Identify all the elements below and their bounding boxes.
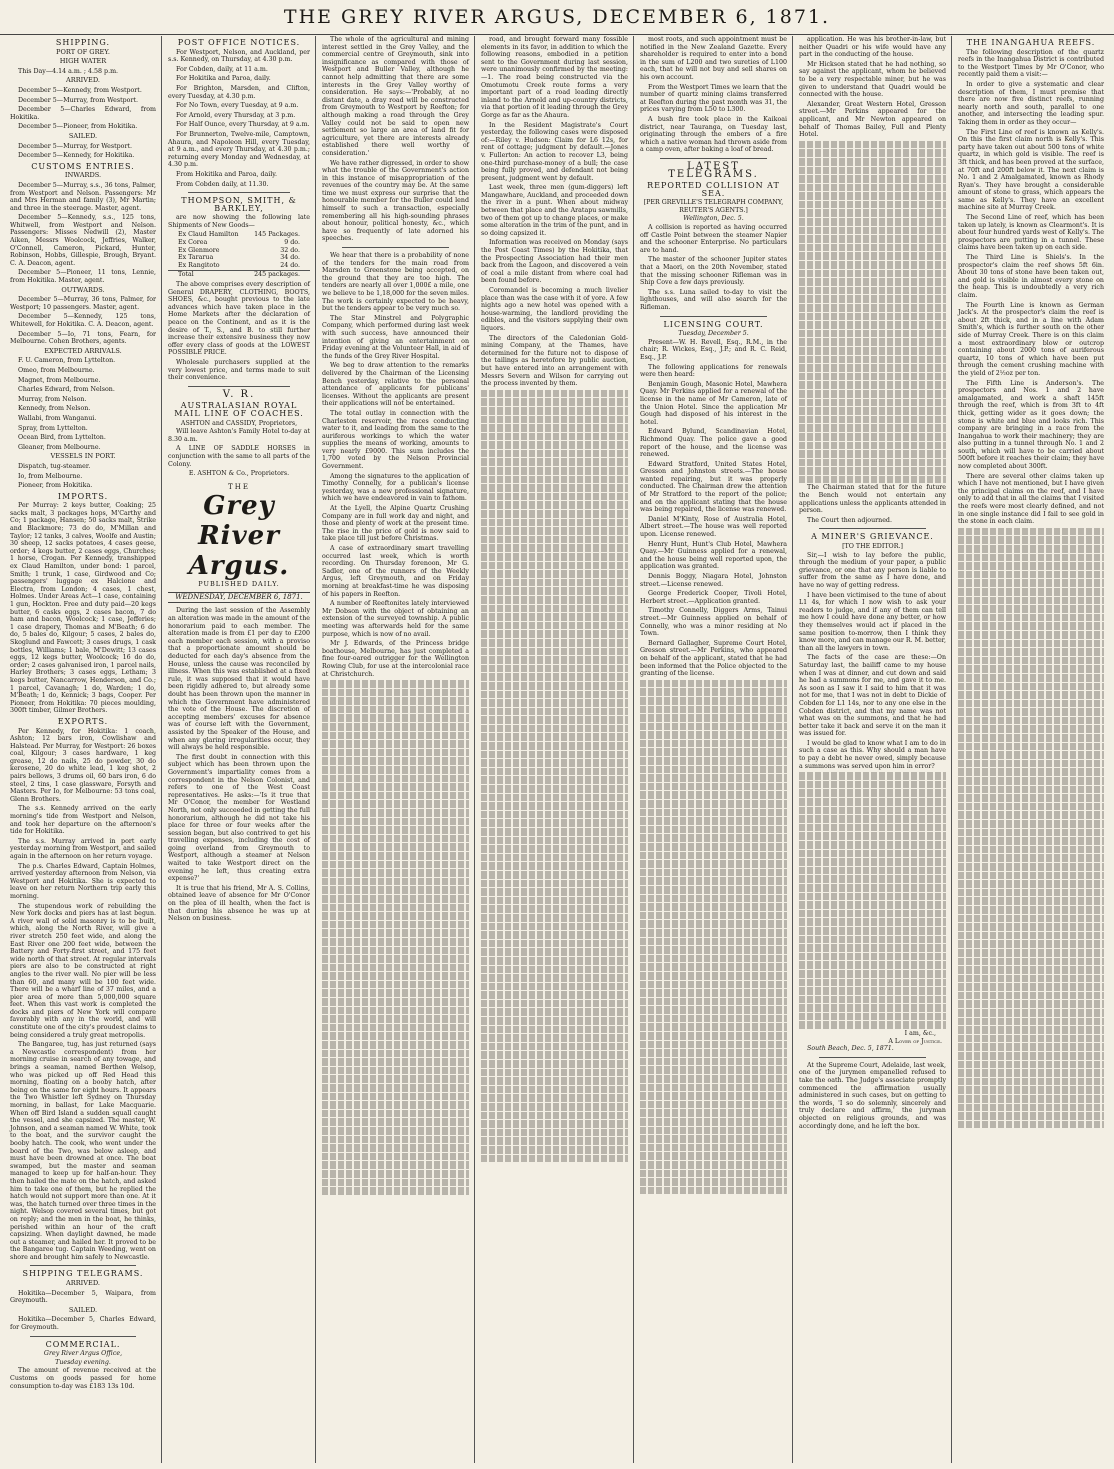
collision-heading: REPORTED COLLISION AT SEA.	[647, 181, 780, 198]
arrived-item: December 5—Murray, from Westport.	[18, 96, 138, 104]
in-port-item: Io, from Melbourne.	[18, 472, 83, 480]
shipment-name: Ex Corea	[178, 239, 208, 247]
editorial-paragraph: During the last session of the Assembly an alteration was made in the amount of the honorarium paid to each member. The alteration made is from £1 per day to £200 each member each session, with a proviso that a proportionate amount should be deducted for each day's absence from the House, unless the cause was reconciled by illness. When this was established at a fixed rule, it was supposed that it would have been rigidly adhered to, but already some doubt has been thrown upon the manner in which the Government have administered the vote of the House. The discretion of accepting members' excuses for absence was of course left with the Government, assisted by the Speaker of the House, and when any glaring irregularities occur, they will always be held responsible.	[168, 607, 310, 752]
licensing-item: Henry Hunt, Hunt's Club Hotel, Mawhera Quay.—Mr Guinness applied for a renewal, and the house being well reported upon, the application was granted.	[640, 540, 787, 571]
news-item: A case of extraordinary smart travelling occurred last week, which is worth recording. On Thursday forenoon, Mr G. Sadler, one of the runners of the Weekly Argus, left Greymouth, and on Friday morning at breakfast-time he was disposing of his papers in Reefton.	[322, 545, 469, 598]
telegram-item: The s.s. Luna sailed to-day to visit the lighthouses, and will also search for the Rifleman.	[640, 288, 787, 311]
divider	[660, 158, 767, 159]
text-filler	[322, 680, 469, 1195]
news-item: The p.s. Charles Edward, Captain Holmes, arrived yesterday afternoon from Nelson, via Westport and Hokitika. She is expected to leave on her return Northern trip early this morning.	[10, 862, 156, 900]
expected-item: Gleaner, from Melbourne.	[18, 443, 101, 451]
inangahua-paragraph: The Second Line of reef, which has been taken up lately, is known as Clearmont's. It is about four hundred yards west of Kelly's. The prospectors are putting in a tunnel. These claims have been taken up on each side.	[958, 214, 1104, 252]
text-filler	[799, 772, 946, 1029]
shipment-row	[168, 231, 310, 239]
text-filler	[958, 528, 1104, 1129]
column-rule	[161, 36, 162, 1463]
news-item: Information was received on Monday (says the Post Coast Times) by the Hokitika, that the Prospecting Association had their men back from the Lagoon, and discovered a vein of coal a mile distant from where coal had been found before.	[481, 239, 628, 285]
nameplate-the: THE	[228, 482, 250, 491]
grievance-paragraph: I would be glad to know what I am to do in such a case as this. Why should a man have to pay a debt he never owed, simply because a summons was served upon him in error?	[799, 739, 946, 770]
shipping-telegrams-heading: SHIPPING TELEGRAMS.	[22, 1269, 144, 1279]
grievance-heading: A MINER'S GRIEVANCE.	[811, 532, 934, 542]
grievance-signature: A Lover of Justice.	[888, 1037, 942, 1045]
expected-item: Spray, from Lyttelton.	[18, 424, 88, 432]
arrived-heading: ARRIVED.	[65, 76, 101, 85]
sailed-item: December 5—Murray, for Westport.	[18, 142, 133, 150]
commercial-office: Grey River Argus Office,	[43, 1350, 123, 1358]
column-rule	[315, 36, 316, 1463]
news-item: We hear that there is a probability of none of the tenders for the main road from Marsden to Greenstone being accepted, on the ground that they are too high. The tenders are nearly all over 1,000£ a mile, one we believe to be 1,18,000 for the seven miles. The work is certainly expected to be heavy, but the tenders appear to be very much so.	[322, 252, 469, 313]
licensing-item: Edward Stratford, United States Hotel, Gresson and Johnston streets.—The house wanted repairing, but it was properly conducted. The Chairman drew the attention of Mr Stratford to the report of the police; and on the applicant stating that the house was being repaired, the license was renewed.	[640, 460, 787, 514]
telegram-arrived-text: Hokitika—December 5, Waipara, from Greymouth.	[10, 1289, 156, 1305]
outwards-item: December 5—Kennedy, 125 tons, Whitewell, for Hokitika. C. A. Deacon, agent.	[10, 313, 156, 328]
licensing-item: Bernard Gallagher, Supreme Court Hotel, Gresson street.—Mr Perkins, who appeared on behalf of the applicant, stated that he had been informed that the Police objected to the granting of the license.	[640, 639, 787, 678]
column-5	[636, 36, 791, 1463]
nameplate-published: PUBLISHED DAILY.	[198, 580, 280, 589]
shipment-count: 145 Packages.	[254, 231, 300, 239]
imports-text: Per Murray: 2 keys butter, Coaking; 25 sacks malt, 3 packages hops, M'Carthy and Co; 1 package, Hansen; 50 sacks malt, Strike and Blackmore; 73 do do, M'Millan and Taylor; 12 tanks, 3 calves, Woolfe and Austin; 30 sheep, 12 sacks potatoes, 4 cases geese, order; 4 kegs butter, 2 cases eggs, Churches; 1 horse, Crogan. Per Kennedy, transhipped ex Claud Hamilton, under bond: 1 parcel, Smith; 1 trunk, 1 case, Girdwood and Co; passengers' luggage ex Halcione and Electra, from London; 4 cases, 1 chest, Holmes. Under Areas Act—1 case, containing 1 gun, Hockton. Free and duty paid—20 kegs butter, 6 casks eggs, 2 cases bacon, 7 do ham and bacon, Woolcock; 1 case, Jefferies; 1 case drapery, Thomas and M'Beath; 6 do do, 5 bales do, Kilgour; 5 cases, 2 bales do, Skoglund and Fawcett; 3 cases drugs, 1 cask bottles, Williams; 1 bale, M'Dewitt; 13 cases eggs, 12 kegs butter, Woolcock; 16 do do, order; 2 cases galvanised iron, 1 parcel nails, Harley Brothers; 3 cases eggs, Letham; 3 kegs butter, Nancarrow, Henderson, and Co.; 1 parcel, Cavanagh; 1 do, Warden; 1 do, M'Beath; 1 do, Kennick; 3 bags, Cooper. Per Pioneer, from Hokitika: 70 pieces moulding, 300ft timber, Gilmer Brothers.	[10, 502, 156, 715]
inangahua-paragraph: The Fifth Line is Anderson's. The prospectors and Nos. 1 and 2 have amalgamated, and work a shaft 145ft through the reef, which is from 3ft to 4ft thick, getting wider as it goes down; the stone is white and blue and looks rich. This company are bringing in a race from the Inangahua to work their machinery; they are also putting in a tunnel through No. 1 and 2 south, which will have to be carried about 500ft before it reaches their claim; they have now completed about 300ft.	[958, 379, 1104, 471]
shipment-total-row	[168, 270, 310, 279]
divider	[819, 528, 926, 529]
column-rule	[792, 36, 793, 1463]
grievance-to: [TO THE EDITOR.]	[842, 543, 903, 551]
expected-item: Ocean Bird, from Lyttelton.	[18, 434, 106, 442]
news-item: The Chairman stated that for the future the Bench would not entertain any applications unless the applicants attended in person.	[799, 484, 946, 515]
telegram-source: [PER GREVILLE'S TELEGRAPH COMPANY, REUTER'S AGENTS.]	[643, 199, 784, 214]
post-office-item: For Westport, Nelson, and Auckland, per s.s. Kennedy, on Thursday, at 4.30 p.m.	[168, 48, 310, 64]
sailed-item: December 5—Kennedy, for Hokitika.	[18, 152, 135, 160]
inangahua-heading: THE INANGAHUA REEFS.	[966, 38, 1096, 47]
grievance-paragraph: I have been victimised to the tune of about L1 4s, for which I now wish to ask your readers to judge, and if any of them can tell me how I could have done any better, or how they themselves would act if placed in the same position to-morrow, then I think they know more, and can manage our R. M. better, than all the lawyers in town.	[799, 591, 946, 652]
column-7	[954, 36, 1108, 1463]
outwards-heading: OUTWARDS.	[61, 285, 105, 294]
customs-heading: CUSTOMS ENTRIES.	[31, 161, 135, 171]
inwards-item: December 5—Murray, s.s., 36 tons, Palmer, from Westport and Nelson. Passengers: Mr and Mrs Herman and family (3), Mr Martin; and three in the steerage. Master, agent.	[10, 181, 156, 212]
news-item: most roots, and such appointment must be notified in the New Zealand Gazette. Every shareholder is required to enter into a bond in the sum of L200 and two sureties of L100 each, that he will not buy and sell shares on his own account.	[640, 36, 787, 81]
telegram-item: A collision is reported as having occurred off Castle Point between the steamer Napier and the schooner Enterprise. No particulars are to hand.	[640, 224, 787, 254]
divider	[342, 247, 449, 248]
grievance-sign: I am, &c.,	[904, 1030, 936, 1038]
news-item: The Bangaree, tug, has just returned (says a Newcastle correspondent) from her morning cruise in search of any towage, and brings a seaman, named Berthen Welsop, who was picked up off Red Head this morning, floating on a booby hatch, after being on the same for eight hours. It appears the Two Whistler left Sydney on Thursday morning, in ballast, for Lake Macquarie. When off Bird Island a sudden squall caught the vessel, and she capsized. The master, W. Johnson, and a seaman named W. White, took to the boat, and the survivor caught the booby hatch. The cook, who went under the board of the Two, was below asleep, and must have been drowned at once. The boat swamped, but the master and seaman managed to keep up for half-an-hour. They then hailed the mate on the hatch, and asked him to take one of them, but he replied the hatch would not support more than one. At it was, the hatch turned over three times in the night. Welsop covered several times, but got on reply; and the men in the boat, he thinks, perished within an hour of the craft capsizing. When daylight dawned, he made out a steamer, and hailed her. It proved to be the Bangaree tug. Captain Weeding, went on shore and brought him safely to Newcastle.	[10, 1041, 156, 1261]
telegram-place: Wellington, Dec. 5.	[683, 215, 744, 223]
inwards-item: December 5—Kennedy, s.s., 125 tons, Whitwell, from Westport and Nelson. Passengers: Misses Nedwill (2), Master Aiken, Messrs Woolcock, Jeffries, Walker, O'Connell, Cameron, Pickard, Hunter, Robinson, Hobbs, Gillespie, Brough, Bryant. C. A. Deacon, agent.	[10, 214, 156, 267]
commercial-text: The amount of revenue received at the Customs on goods passed for home consumption to-day was £183 13s 10d.	[10, 1367, 156, 1390]
news-item: A bush fire took place in the Kaikoai district, near Tauranga, on Tuesday last, originating through the embers of a fire which a native woman had thrown aside from a camp oven, after baking a loaf of bread.	[640, 115, 787, 154]
royal-mail-saddle: A LINE OF SADDLE HORSES in conjunction with the same to all parts of the Colony.	[168, 445, 310, 468]
text-filler	[481, 390, 628, 1162]
royal-mail-owners: ASHTON and CASSIDY, Proprietors,	[180, 419, 298, 427]
news-item: In the Resident Magistrate's Court yesterday, the following cases were disposed of:—Riley v. Hudson: Claim for L6 12s, for rent of cottage; judgment by default.—Jones v. Fullerton: An action to recover L3, being one-third purchase-money of a bull; the case being fully proved, and defendant not being present, judgment went by default.	[481, 121, 628, 182]
divider	[188, 386, 290, 387]
column-3	[318, 36, 473, 1463]
thompson-wholesale: Wholesale purchasers supplied at the very lowest price, and terms made to suit their convenience.	[168, 358, 310, 382]
shipment-name: Ex Tararua	[178, 254, 214, 262]
nameplate-date: WEDNESDAY, DECEMBER 6, 1871.	[168, 592, 310, 604]
divider	[660, 316, 767, 317]
editorial-paragraph: The first doubt in connection with this subject which has been thrown upon the Government's impartiality comes from a correspondent in the Nelson Colonist, and refers to one of the West Coast representatives. He asks:—'Is it true that Mr O'Conor, the member for Westland North, not only succeeded in getting the full honorarium, although he did not take his place for three or four weeks after the session began, but also contrived to get his travelling expenses, including the cost of going overland from Greymouth to Westport, although a steamer at Nelson waited to take Westport direct on the evening he left, thus creating extra expense?'	[168, 753, 310, 883]
vr-mark: V. R.	[222, 388, 256, 400]
shipment-count: 34 do.	[280, 254, 300, 262]
inwards-item: December 5—Pioneer, 11 tons, Lennie, from Hokitika. Master, agent.	[10, 269, 156, 285]
imports-heading: IMPORTS.	[57, 491, 109, 501]
expected-item: Charles Edward, from Nelson.	[18, 386, 115, 394]
arrived-item: December 5—Kennedy, from Westport.	[18, 86, 142, 94]
divider	[30, 1336, 136, 1337]
inangahua-paragraph: In order to give a systematic and clear description of them, I must premise that there are now five distinct reefs, running nearly north and south, parallel to one another, and intersecting the leading spur. Taking them in order as they occur—	[958, 80, 1104, 126]
text-filler	[799, 141, 946, 484]
exports-heading: EXPORTS.	[57, 716, 109, 726]
nameplate-title: Grey River Argus.	[188, 491, 290, 582]
telegram-sailed-heading: SAILED.	[68, 1305, 98, 1314]
expected-item: Murray, from Nelson.	[18, 395, 87, 403]
post-office-item: For Half Ounce, every Thursday, at 9 a.m.	[176, 121, 310, 129]
masthead: THE GREY RIVER ARGUS, DECEMBER 6, 1871.	[0, 0, 1114, 35]
shipping-heading: SHIPPING.	[55, 38, 111, 47]
column-1	[6, 36, 160, 1463]
shipment-row	[168, 239, 310, 247]
news-item: The total outlay in connection with the Charleston reservoir, the races conducting water to it, and leading from the same to the auriferous workings to which the water supplies the means of working, amounts to very nearly £9000. This sum includes the 1,700 voted by the Nelson Provincial Government.	[322, 409, 469, 471]
post-office-item: For No Town, every Tuesday, at 9 a.m.	[176, 102, 299, 110]
total-value: 245 packages.	[254, 271, 300, 279]
news-item: The directors of the Caledonian Gold-mining Company, at the Thames, have determined for the future not to dispose of the tailings as heretofore by public auction, but have entered into an arrangement with Messrs Severn and Wilson for carrying out the process invented by them.	[481, 334, 628, 388]
column-2	[164, 36, 314, 1463]
news-item: From the Westport Times we learn that the number of quartz mining claims transferred at Reefton during the past month was 31, the prices varying from L50 to L300.	[640, 83, 787, 114]
sailed-heading: SAILED.	[68, 131, 98, 140]
expected-item: Kennedy, from Nelson.	[18, 405, 91, 413]
expected-item: Omeo, from Melbourne.	[18, 366, 95, 374]
news-item: We beg to draw attention to the remarks delivered by the Chairman of the Licensing Bench yesterday, relative to the personal attendance of applicants for publicans' licenses. Without the applicants are present their applications will not be entertained.	[322, 362, 469, 408]
news-item: At the Lyell, the Alpine Quartz Crushing Company are in full work day and night, and those and plenty of work at the present time. The rise in the price of gold is now said to take place till just before Christmas.	[322, 505, 469, 543]
shipment-name: Ex Claud Hamilton	[178, 231, 239, 239]
post-office-item: From Hokitika and Paroa, daily.	[176, 170, 278, 178]
post-office-item: For Cobden, daily, at 11 a.m.	[176, 65, 268, 73]
nameplate	[168, 484, 310, 604]
news-item: The s.s. Murray arrived in port early yesterday morning from Westport, and sailed again in the afternoon on her return voyage.	[10, 837, 156, 860]
column-6	[795, 36, 950, 1463]
in-port-heading: VESSELS IN PORT.	[50, 452, 116, 461]
shipment-row	[168, 247, 310, 255]
post-office-item: For Brunnerton, Twelve-mile, Camptown, Ahaura, and Napoleon Hill, every Tuesday, at 9 a.m., and every Thursday, at 4.30 p.m.; returning every Monday and Wednesday, at 4.30 p.m.	[168, 130, 310, 169]
port-heading: PORT OF GREY.	[56, 47, 110, 56]
news-item: The s.s. Kennedy arrived on the early morning's tide from Westport and Nelson, and took her departure on the afternoon's tide for Hokitika.	[10, 805, 156, 836]
high-water-heading: HIGH WATER	[59, 57, 107, 66]
column-rule	[633, 36, 634, 1463]
news-item: application. He was his brother-in-law, but neither Quadri or his wife would have any part in the conducting of the house.	[799, 36, 946, 59]
post-office-item: For Brighton, Marsden, and Clifton, every Tuesday, at 4.30 p.m.	[168, 84, 310, 100]
news-item: Coromandel is becoming a much livelier place than was the case with it of yore. A few nights ago a new hotel was opened with a house-warming, the landlord providing the edibles, and the visitors supplying their own liquors.	[481, 287, 628, 332]
grievance-place: South Beach, Dec. 5, 1871.	[807, 1045, 894, 1053]
arrived-item: December 5—Charles Edward, from Hokitika.	[10, 106, 156, 121]
column-rule	[474, 36, 475, 1463]
divider	[30, 1265, 136, 1266]
licensing-item: George Frederick Cooper, Tivoli Hotel, Herbert street.—Application granted.	[640, 590, 787, 605]
licensing-item: Dennis Boggy, Niagara Hotel, Johnston street.—License renewed.	[640, 573, 787, 588]
news-item: Last week, three men (gum-diggers) left Mangawhare, Auckland, and proceeded down the river in a punt. When about midway between that place and the Aratapu sawmills, two of them got up to change places, or make some alteration in the trim of the punt, and in so doing capsized it.	[481, 184, 628, 237]
licensing-date: Tuesday, December 5.	[678, 330, 749, 338]
news-item: Alexander, Great Western Hotel, Gresson street.—Mr Perkins appeared for the applicant, and Mr Newton appeared on behalf of Thomas Bailey, Full and Plenty Hotel.	[799, 100, 946, 139]
news-item: The stupendous work of rebuilding the New York docks and piers has at last begun. A river wall of solid masonry is to be built, which, along the North River, will give a river stretch 250 feet wide, and along the East River one 200 feet wide, between the Battery and Forty-first street, and 175 feet wide north of that street. At regular intervals piers are also to be constructed at right angles to the river wall. No pier will be less than 60, and many will be 100 feet wide. There will be a wharf line of 37 miles, and a pier area of more than 5,000,000 square feet. When this vast work is completed the docks and piers of New York will compare favorably with any in the world, and will constitute one of the city's proudest claims to being considered a truly great metropolis.	[10, 902, 156, 1039]
news-item: Mr Hickson stated that he had nothing, so say against the applicant, whom he believed to be a very respectable miner, but he was given to understand that Quadri would be connected with the house.	[799, 60, 946, 99]
in-port-item: Dispatch, tug-steamer.	[18, 462, 91, 470]
royal-mail-heading: AUSTRALASIAN ROYAL MAIL LINE OF COACHES.	[174, 401, 304, 418]
commercial-day: Tuesday evening.	[55, 1358, 111, 1366]
grievance-paragraph: The facts of the case are these:—On Saturday last, the bailiff came to my house when I was at dinner, and cut down and said he had a summons for me, and gave it to me. As soon as I saw it I said to him that it was not for me, that I was not in debt to Dickie of Cobden for L1 14s, nor to any one else in the Cobden district, and that my name was not what was on the summons, and that he had better take it back and serve it on the man it was issued for.	[799, 654, 946, 738]
expected-item: Wallabi, from Wanganui.	[18, 414, 97, 422]
thompson-text: The above comprises every description of General DRAPERY, CLOTHING, BOOTS, SHOES, &c., bought previous to the late advances which have taken place in the Home Markets after the declaration of peace on the Continent, and as it is the desire of T., S., and B. to still further increase their extensive business they now offer every class of goods at the LOWEST POSSIBLE PRICE.	[168, 281, 310, 357]
shipment-row	[168, 254, 310, 262]
text-filler	[640, 680, 787, 1195]
telegram-item: The master of the schooner Jupiter states that a Maori, on the 20th November, stated that the missing schooner Rifleman was in Ship Cove a few days previously.	[640, 256, 787, 287]
commercial-heading: COMMERCIAL.	[45, 1339, 121, 1349]
news-item: The Star Minstrel and Polygraphic Company, which performed during last week with such success, have announced their intention of giving an entertainment on Friday evening at the Volunteer Hall, in aid of the funds of the Grey River Hospital.	[322, 314, 469, 360]
column-4	[477, 36, 632, 1463]
inwards-heading: INWARDS.	[64, 171, 102, 180]
shipment-count: 9 do.	[284, 239, 300, 247]
inangahua-paragraph: The Fourth Line is known as German Jack's. At the prospector's claim the reef is about 2ft thick, and in a line with Adam Smith's, which is further south on the other side of Murray Creek. There is on this claim a most extraordinary blow or outcrop containing about 2000 tons of auriferous quartz, 10 tons of which have been put through the cement crushing machine with the yield of 2½oz per ton.	[958, 301, 1104, 377]
inangahua-paragraph: The Third Line is Shiels's. In the prospector's claim the reef shows 5ft 6in. About 30 tons of stone have been taken out, and gold is visible in almost every stone on the heap. This is undoubtedly a very rich claim.	[958, 254, 1104, 299]
post-office-item: For Hokitika and Paroa, daily.	[176, 75, 271, 83]
expected-heading: EXPECTED ARRIVALS.	[44, 346, 122, 355]
shipment-count: 32 do.	[280, 246, 300, 254]
editorial-paragraph: It is true that his friend, Mr A. S. Collins, obtained leave of absence for Mr O'Conor on the plea of ill health, when the fact is that during his absence he was up at Nelson on business.	[168, 884, 310, 923]
outwards-item: December 5—Io, 71 tons, Fearn, for Melbourne. Cohen Brothers, agents.	[10, 330, 156, 346]
news-item: Among the signatures to the application of Timothy Connelly, for a publican's license yesterday, was a new professional signature, which we have endeavored in vain to fathom.	[322, 472, 469, 503]
royal-mail-text: Will leave Ashton's Family Hotel to-day at 8.30 a.m.	[168, 428, 310, 443]
editorial-paragraph: The whole of the agricultural and mining interest settled in the Grey Valley, and the commercial centre of Greymouth, sink into insignificance as compared with those of Westport and Buller Valley, although he cannot help admitting that there are some interests in the Grey Valley worthy of consideration. He says:—'Probably, at no distant date, a dray road will be constructed from Greymouth to Westport by Reefton; for although making a road through the Grey Valley could not be said to open new settlement so large an area of land fit for agriculture, yet there are interests already established there well worthy of consideration.'	[322, 36, 469, 157]
expected-item: Magnet, from Melbourne.	[18, 376, 101, 384]
inangahua-paragraph: The following description of the quartz reefs in the Inangahua District is contributed to the Westport Times by Mr O'Conor, who recently paid them a visit:—	[958, 48, 1104, 79]
inangahua-paragraph: There are several other claims taken up which I have not mentioned, but I have given the principal claims on the reef, and I have only to add that in all the claims that I visited the reefs were most clearly defined, and not in one single instance did I fail to see gold in the stone in each claim.	[958, 472, 1104, 526]
editorial-paragraph: We have rather digressed, in order to show what the trouble of the Government's action in this instance of misappropriation of the revenues of the country may be. At the same time we must express our surprise that the honourable member for the Buller could lend himself to such a transaction, especially remembering all his high-sounding phrases about honour, political honesty, &c., which have so frequently of late adorned his speeches.	[322, 159, 469, 243]
divider	[819, 1057, 926, 1058]
licensing-item: Benjamin Gough, Masonic Hotel, Mawhera Quay. Mr Perkins applied for a renewal of the license in the name of Mr Cameron, late of the Union Hotel. Since the application Mr Gough had disposed of his interest in the hotel.	[640, 380, 787, 426]
news-item: Mr J. Edwards, of the Princess bridge boathouse, Melbourne, has just completed a fine four-oared outrigger for the Wellington Rowing Club, for use at the intercolonial race at Christchurch.	[322, 640, 469, 678]
column-rule	[951, 36, 952, 1463]
royal-mail-sign: E. ASHTON & Co., Proprietors.	[188, 470, 290, 478]
exports-text: Per Kennedy, for Hokitika: 1 coach, Ashton; 12 bars iron, Cowlishaw and Halstead. Per Murray, for Westport: 26 boxes coal, Kilgour; 3 cases hardware, 1 keg grease, 12 do nails, 25 do powder, 30 do kerosene, 20 do white lead, 1 keg shot, 2 pairs bellows, 3 drums oil, 60 bars iron, 6 do steel, 2 tins, 1 case glassware, Forsyth and Masters. Per Io, for Melbourne: 53 tons coal, Glenn Brothers.	[10, 727, 156, 803]
arrived-item: December 5—Pioneer, from Hokitika.	[18, 123, 138, 131]
inangahua-paragraph: The First Line of reef is known as Kelly's. On this the first claim north is Kelly's. This party have taken out about 500 tons of white quartz, in which gold is visible. The reef is 3ft thick, and has been proved at the surface, at 70ft and 200ft below it. The next claim is No. 1 and 2 Amalgamated, known as Rhody Ryan's. They have brought a considerable amount of stone to grass, which appears the same as Kelly's. They have an excellent machine site at Murray Creek.	[958, 128, 1104, 212]
expected-item: F. U. Cameron, from Lyttelton.	[18, 357, 116, 365]
thompson-intro: are now showing the following late Shipments of New Goods—	[168, 214, 310, 229]
news-item: The Court then adjourned.	[807, 516, 892, 524]
telegram-sailed-text: Hokitika—December 5, Charles Edward, for Greymouth.	[10, 1316, 156, 1332]
post-office-item: From Cobden daily, at 11.30.	[176, 180, 269, 188]
post-office-item: For Arnold, every Thursday, at 3 p.m.	[176, 111, 296, 119]
in-port-item: Pioneer, from Hokitika.	[18, 482, 93, 490]
shipment-name: Ex Glenmore	[178, 246, 220, 254]
shipment-name: Ex Rangitoto	[178, 261, 220, 269]
shipment-count: 24 do.	[280, 261, 300, 269]
licensing-item: Daniel M'Kinty, Rose of Australia Hotel, Albert street.—The house was well reported upon. License renewed.	[640, 515, 787, 539]
licensing-item: Timothy Connelly, Diggers Arms, Tainui street.—Mr Guinness applied on behalf of Connelly, who was a minor residing at No Town.	[640, 607, 787, 638]
licensing-present: Present—W. H. Revell, Esq., R.M., in the chair; R. Wickes, Esq., J.P.; and R. C. Reid, Esq., J.P.	[640, 338, 787, 361]
licensing-item: The following applications for renewals were then heard:	[640, 363, 787, 379]
licensing-item: Edward Bylund, Scandinavian Hotel, Richmond Quay. The police gave a good report of the house, and the license was renewed.	[640, 428, 787, 459]
grievance-paragraph: Sir,—I wish to lay before the public, through the medium of your paper, a public grievance, or one that any person is liable to suffer from the same as I have done, and have no way of getting redress.	[799, 551, 946, 589]
news-item: A number of Reeftonites lately interviewed Mr Dobson with the object of obtaining an extension of the surveyed township. A public meeting was afterwards held for the same purpose, which is now of no avail.	[322, 600, 469, 638]
shipment-row	[168, 262, 310, 270]
news-item: road, and brought forward many fossible elements in its favor, in addition to which the following reasons, embodied in a petition sent to the Government during last session, were unanimously confirmed by the meeting:—1. The road being constructed via the Omotumotu Creek route forms a very important part of a road leading directly inland to the Arnold and up-country districts, via that portion of it leading through the Grey Gorge as far as the Ahaura.	[481, 36, 628, 119]
news-item: At the Supreme Court, Adelaide, last week, one of the jurymen empanelled refused to take the oath. The Judge's associate promptly commenced the affirmation usually administered in such cases, but on getting to the words, 'I so do solemnly, sincerely and truly declare and affirm,' the juryman objected on religious grounds, and was accordingly done, and he left the box.	[799, 1061, 946, 1130]
high-water-text: This Day—4.14 a.m. ; 4.58 p.m.	[18, 67, 119, 75]
total-label: Total	[178, 271, 194, 279]
telegram-arrived-heading: ARRIVED.	[65, 1279, 101, 1288]
latest-telegrams-heading: LATEST TELEGRAMS.	[668, 160, 759, 180]
thompson-heading: THOMPSON, SMITH, & BARKLEY,	[181, 196, 297, 213]
licensing-heading: LICENSING COURT.	[663, 319, 764, 329]
divider	[188, 192, 290, 193]
outwards-item: December 5—Murray, 36 tons, Palmer, for Westport; 10 passengers. Master, agent.	[10, 296, 156, 311]
post-office-heading: POST OFFICE NOTICES.	[177, 38, 301, 47]
